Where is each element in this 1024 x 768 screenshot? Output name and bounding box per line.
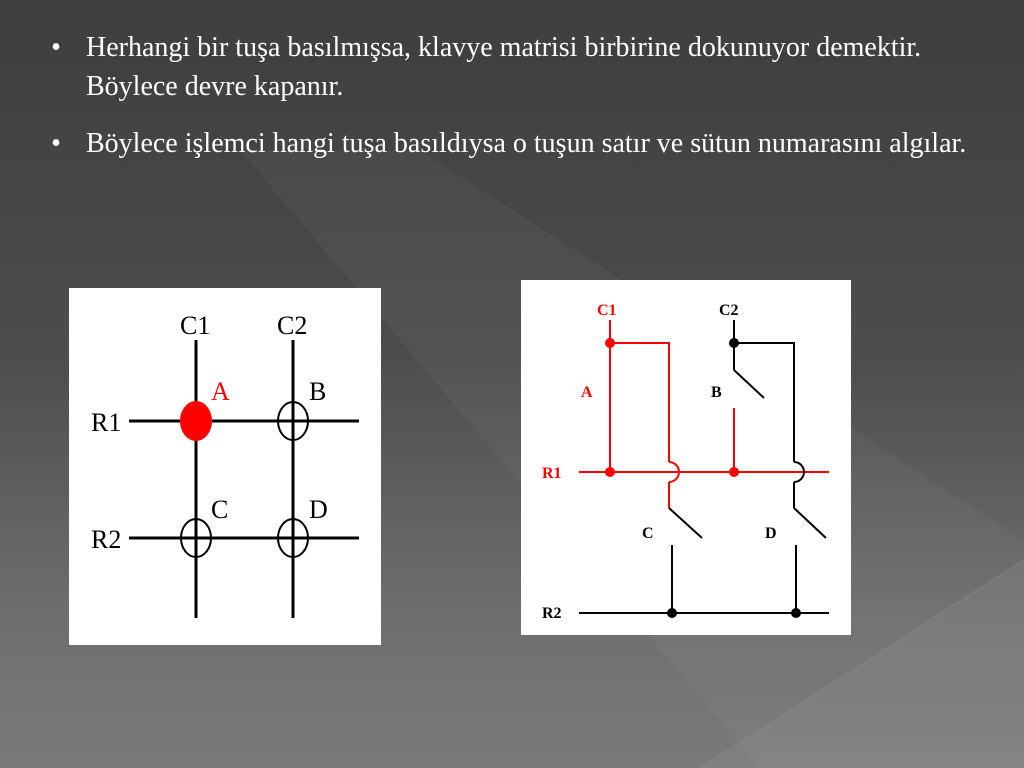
- row-label-r1: R1: [542, 465, 562, 482]
- bullet-marker: •: [51, 32, 61, 63]
- key-circuit-diagram: [521, 280, 851, 635]
- column-label-c2: C2: [277, 311, 308, 340]
- row-label-r1: R1: [91, 408, 122, 437]
- key-label-b: B: [711, 384, 722, 401]
- bullet-list: [46, 28, 986, 181]
- key-label-c: C: [642, 525, 654, 542]
- bullet-text: Herhangi bir tuşa basılmışsa, klavye matrisi birbirine dokunuyor demektir. Böylece devre kapanır.: [86, 32, 922, 102]
- key-a-switch-closed: [610, 343, 669, 462]
- column-label-c2: C2: [719, 302, 739, 319]
- key-label-b: B: [309, 377, 327, 406]
- bullet-text: Böylece işlemci hangi tuşa basıldıysa o tuşun satır ve sütun numarasını algılar.: [86, 128, 967, 159]
- circuit-svg: [521, 280, 851, 635]
- r2-node-d: [791, 608, 801, 618]
- matrix-svg: [69, 288, 381, 645]
- bullet-item-2: [46, 124, 986, 163]
- key-b-switch-open: [734, 370, 764, 398]
- c2-column-line: [734, 343, 794, 462]
- key-a-pressed-junction: [181, 402, 211, 440]
- key-c-switch-open: [669, 508, 702, 538]
- key-label-a: A: [211, 377, 230, 406]
- key-label-c: C: [211, 495, 229, 524]
- key-label-d: D: [765, 525, 777, 542]
- r2-node-c: [667, 608, 677, 618]
- r1-node-a: [605, 467, 615, 477]
- key-label-a: A: [581, 384, 593, 401]
- keypad-matrix-diagram: [69, 288, 381, 645]
- key-d-switch-open: [794, 508, 826, 538]
- column-label-c1: C1: [180, 311, 211, 340]
- row-label-r2: R2: [542, 605, 562, 622]
- key-label-d: D: [309, 495, 328, 524]
- bullet-marker: •: [51, 128, 61, 159]
- bullet-item-1: [46, 28, 986, 106]
- row-label-r2: R2: [91, 525, 122, 554]
- column-label-c1: C1: [597, 302, 617, 319]
